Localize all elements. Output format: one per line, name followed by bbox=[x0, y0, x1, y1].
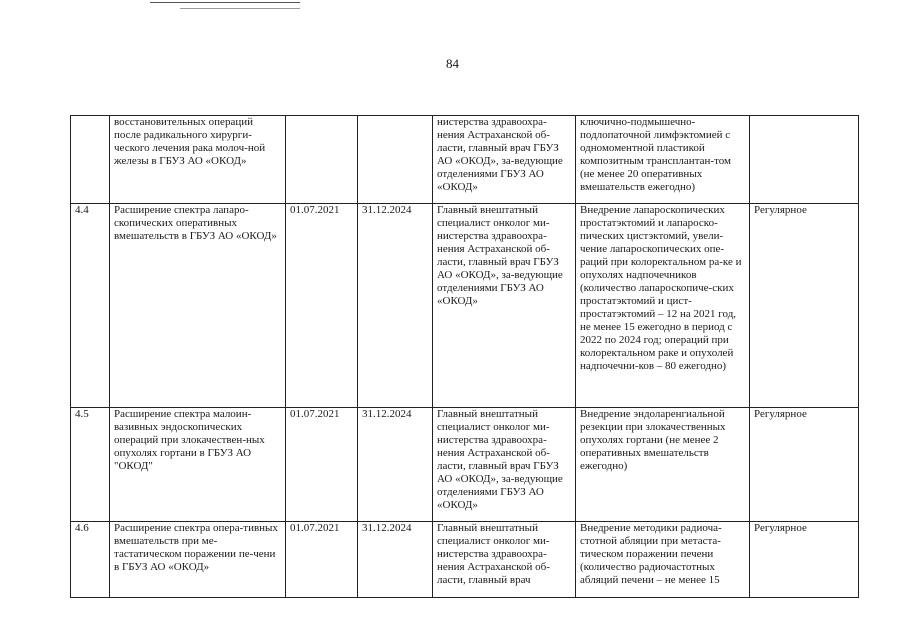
event-cell: Расширение спектра лапаро-скопических оперативных вмешательств в ГБУЗ АО «ОКОД» bbox=[110, 204, 286, 408]
result-cell: Внедрение лапароскопических простатэктомий и лапароско-пических цистэктомий, увели-чение лапароскопических опе-раций при колоректальном ра-ке и опухолях надпочечников (количество лапароскопиче-ских простатэктомий и цист-простатэктомий – 12 на 2021 год, не менее 15 ежегодно в период с 2022 по 2024 год; операций при колоректальном раке и опухолей надпочечни-ков – 80 ежегодно) bbox=[576, 204, 750, 408]
responsible-cell: Главный внештатный специалист онколог ми-нистерства здравоохра-нения Астраханской об-ласти, главный врач bbox=[433, 522, 576, 598]
event-cell: Расширение спектра опера-тивных вмешательств при ме-тастатическом поражении пе-чени в ГБУЗ АО «ОКОД» bbox=[110, 522, 286, 598]
row-number: 4.5 bbox=[71, 408, 110, 522]
event-cell: восстановительных операций после радикального хирурги-ческого лечения рака молоч-ной железы в ГБУЗ АО «ОКОД» bbox=[110, 116, 286, 204]
scan-artifact-line bbox=[150, 2, 300, 3]
end-date-cell bbox=[358, 116, 433, 204]
start-date-cell: 01.07.2021 bbox=[286, 408, 358, 522]
row-number: 4.4 bbox=[71, 204, 110, 408]
type-cell: Регулярное bbox=[750, 522, 859, 598]
result-cell: Внедрение эндоларенгиальной резекции при злокачественных опухолях гортани (не менее 2 оперативных вмешательств ежегодно) bbox=[576, 408, 750, 522]
start-date-cell bbox=[286, 116, 358, 204]
row-number: 4.6 bbox=[71, 522, 110, 598]
start-date-cell: 01.07.2021 bbox=[286, 522, 358, 598]
end-date-cell: 31.12.2024 bbox=[358, 408, 433, 522]
event-cell: Расширение спектра малоин-вазивных эндоскопических операций при злокачествен-ных опухолях гортани в ГБУЗ АО "ОКОД" bbox=[110, 408, 286, 522]
end-date-cell: 31.12.2024 bbox=[358, 204, 433, 408]
responsible-cell: Главный внештатный специалист онколог ми-нистерства здравоохра-нения Астраханской об-ласти, главный врач ГБУЗ АО «ОКОД», за-ведующие отделениями ГБУЗ АО «ОКОД» bbox=[433, 204, 576, 408]
type-cell: Регулярное bbox=[750, 408, 859, 522]
table-row bbox=[71, 116, 859, 204]
scan-artifact-line bbox=[180, 8, 300, 9]
row-number bbox=[71, 116, 110, 204]
start-date-cell: 01.07.2021 bbox=[286, 204, 358, 408]
page-number: 84 bbox=[446, 56, 459, 71]
type-cell: Регулярное bbox=[750, 204, 859, 408]
table-row bbox=[71, 522, 859, 598]
type-cell bbox=[750, 116, 859, 204]
table-row bbox=[71, 204, 859, 408]
result-cell: ключично-подмышечно-подлопаточной лимфэктомией с одномоментной пластикой композитным трансплантан-том (не менее 20 оперативных вмешательств ежегодно) bbox=[576, 116, 750, 204]
measures-table bbox=[70, 115, 859, 598]
responsible-cell: нистерства здравоохра-нения Астраханской об-ласти, главный врач ГБУЗ АО «ОКОД», за-ведующие отделениями ГБУЗ АО «ОКОД» bbox=[433, 116, 576, 204]
responsible-cell: Главный внештатный специалист онколог ми-нистерства здравоохра-нения Астраханской об-ласти, главный врач ГБУЗ АО «ОКОД», за-ведующие отделениями ГБУЗ АО «ОКОД» bbox=[433, 408, 576, 522]
end-date-cell: 31.12.2024 bbox=[358, 522, 433, 598]
table-row bbox=[71, 408, 859, 522]
result-cell: Внедрение методики радиоча-стотной абляции при метаста-тическом поражении печени (количество радиочастотных абляций печени – не менее 15 bbox=[576, 522, 750, 598]
